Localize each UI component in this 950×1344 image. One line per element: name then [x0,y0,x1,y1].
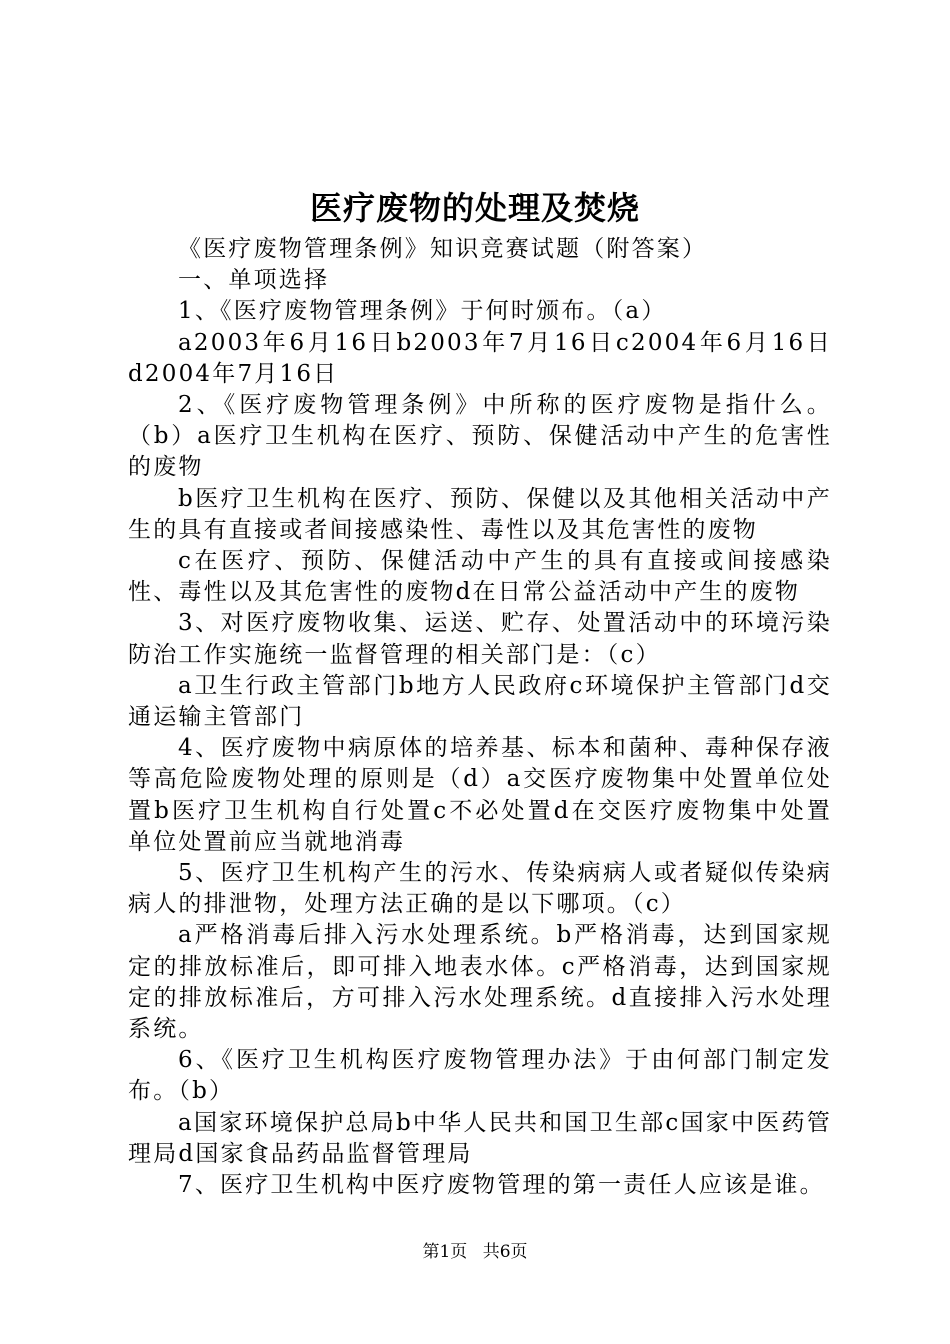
paragraph-question-4: 4、医疗废物中病原体的培养基、标本和菌种、毒种保存液等高危险废物处理的原则是（d）a交医疗废物集中处置单位处置b医疗卫生机构自行处置c不必处置d在交医疗废物集中处置单位处置前应当就地消毒 [128,735,832,855]
page-number: 第1页 [422,1242,468,1262]
paragraph-question-7: 7、医疗卫生机构中医疗废物管理的第一责任人应该是谁。 [178,1172,825,1199]
paragraph-options-1: a2003年6月16日b2003年7月16日c2004年6月16日d2004年7月16日 [128,329,832,387]
paragraph-options-5: a严格消毒后排入污水处理系统。b严格消毒，达到国家规定的排放标准后，即可排入地表水体。c严格消毒，达到国家规定的排放标准后，方可排入污水处理系统。d直接排入污水处理系统。 [128,922,832,1043]
paragraph-question-5: 5、医疗卫生机构产生的污水、传染病病人或者疑似传染病病人的排泄物，处理方法正确的是以下哪项。（c） [128,860,832,918]
paragraph-option-2b: b医疗卫生机构在医疗、预防、保健以及其他相关活动中产生的具有直接或者间接感染性、毒性以及其危害性的废物 [128,485,832,543]
paragraph-question-2: 2、《医疗废物管理条例》中所称的医疗废物是指什么。（b）a医疗卫生机构在医疗、预防、保健活动中产生的危害性的废物 [128,392,832,481]
paragraph-option-2cd: c在医疗、预防、保健活动中产生的具有直接或间接感染性、毒性以及其危害性的废物d在日常公益活动中产生的废物 [128,548,832,606]
document-body [128,234,832,1201]
paragraph-subtitle: 《医疗废物管理条例》知识竞赛试题（附答案） [178,236,708,262]
paragraph-question-3: 3、对医疗废物收集、运送、贮存、处置活动中的环境污染防治工作实施统一监督管理的相关部门是：（c） [128,610,832,668]
page-total: 共6页 [482,1242,528,1262]
document-title: 医疗废物的处理及焚烧 [309,189,640,227]
paragraph-question-1: 1、《医疗废物管理条例》于何时颁布。（a） [178,298,667,325]
paragraph-options-6: a国家环境保护总局b中华人民共和国卫生部c国家中医药管理局d国家食品药品监督管理局 [128,1109,832,1167]
paragraph-options-3: a卫生行政主管部门b地方人民政府c环境保护主管部门d交通运输主管部门 [128,672,832,731]
paragraph-section-heading: 一、单项选择 [178,267,330,294]
paragraph-question-6: 6、《医疗卫生机构医疗废物管理办法》于由何部门制定发布。（b） [128,1047,832,1105]
page-footer [0,1240,950,1264]
